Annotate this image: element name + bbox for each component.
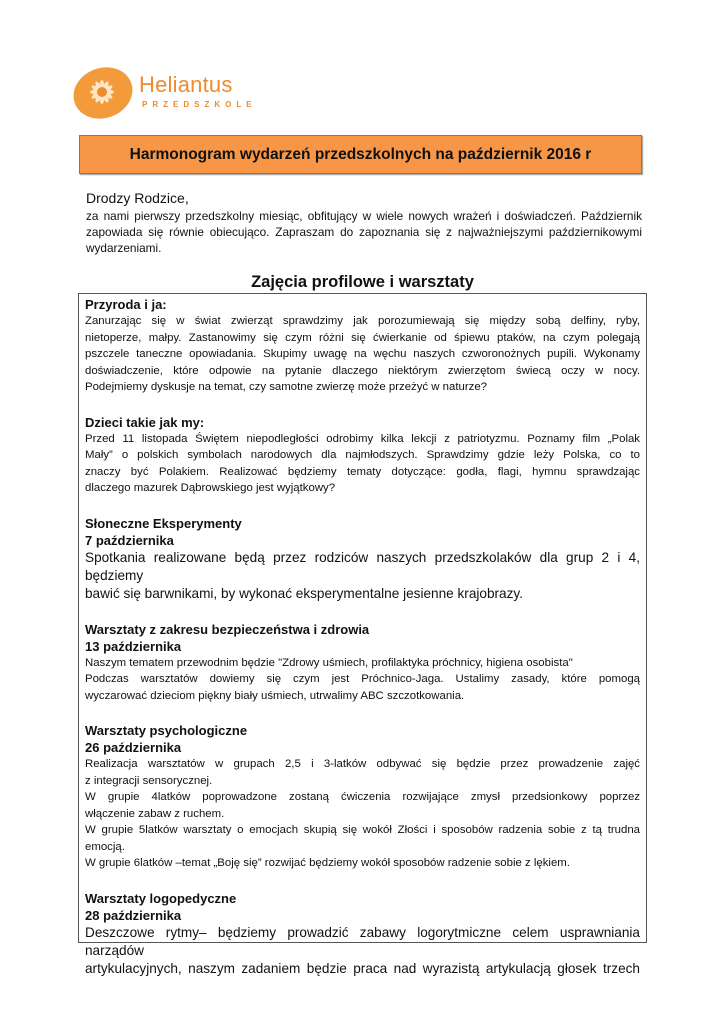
workshop-date: 26 października (85, 740, 182, 755)
workshop-text-line: Przed 11 listopada Świętem niepodległości odrobimy kilka lekcji z patriotyzmu. Poznamy film „Polak (85, 432, 640, 445)
workshop-text-line: pszczele taneczne opowiadania. Skupimy uwagę na węchu naszych czworonożnych pupili. Wykonamy (85, 348, 640, 360)
workshop-text-line: Realizacja warsztatów w grupach 2,5 i 3-latków odbywać się będzie przez prowadzenie zajęć (85, 758, 640, 770)
greeting: Drodzy Rodzice, (86, 190, 189, 206)
intro-paragraph (86, 208, 642, 256)
workshop-text-line: Mały” o polskich symbolach narodowych dla najmłodszych. Sprawdzimy gdzie leży Polska, co to (85, 449, 640, 461)
workshop-text-line: doświadczenie, które odpowie na pytanie dlaczego niektórym zwierzętom świecą oczy w nocy. (85, 364, 640, 377)
intro-line: za nami pierwszy przedszkolny miesiąc, obfitujący w wiele nowych wrażeń i doświadczeń. Październik (86, 209, 642, 223)
workshop-section (85, 722, 640, 872)
workshop-date: 7 października (85, 532, 174, 548)
workshop-section (85, 890, 640, 978)
spacer (85, 603, 640, 621)
workshop-title: Warsztaty logopedyczne (85, 890, 237, 906)
workshop-text-line: Spotkania realizowane będą przez rodziców naszych przedszkolaków dla grup 2 i 4, będziemy (85, 549, 640, 583)
workshop-text-line: Naszym tematem przewodnim będzie "Zdrowy uśmiech, profilaktyka próchnicy, higiena osobista" (85, 656, 573, 669)
title-banner (79, 135, 642, 174)
section-heading: Zajęcia profilowe i warsztaty (251, 273, 474, 291)
workshop-text-line: Podczas warsztatów dowiemy się czym jest Próchnico-Jaga. Ustalimy zasady, które pomogą (85, 673, 640, 685)
heliantus-logo (72, 66, 257, 122)
workshop-text-line: emocją. (85, 840, 125, 853)
spacer (85, 704, 640, 722)
workshop-text-line: dlaczego mazurek Dąbrowskiego jest wyjątkowy? (85, 482, 336, 494)
workshop-text-line: wyczarować dzieciom piękny biały uśmiech, utrwalimy ABC szczotkowania. (85, 689, 465, 702)
workshop-date: 13 października (85, 638, 182, 654)
workshops-list (85, 294, 640, 978)
workshop-section (85, 621, 640, 705)
workshop-text-line: Zanurzając się w świat zwierząt sprawdzimy jak porozumiewają się między sobą delfiny, ryby, (85, 315, 640, 327)
logo-subtitle: PRZEDSZKOLE (142, 100, 257, 109)
workshop-text-line: bawić się barwnikami, by wykonać eksperymentalne jesienne krajobrazy. (85, 585, 523, 601)
intro-line: wydarzeniami. (86, 241, 162, 255)
workshops-box (78, 293, 647, 976)
workshop-section (85, 515, 640, 603)
workshop-section (85, 296, 640, 396)
workshop-text-line: W grupie 6latków –temat „Boję się” rozwijać będziemy wokół sposobów radzenie sobie z lękiem. (85, 857, 570, 869)
workshop-text-line: Podejmiemy dyskusje na temat, czy samotne zwierzę może przeżyć w naturze? (85, 381, 487, 393)
document-title: Harmonogram wydarzeń przedszkolnych na październik 2016 r (129, 145, 592, 163)
workshop-section (85, 414, 640, 497)
workshop-text-line: Deszczowe rytmy– będziemy prowadzić zabawy logorytmiczne celem usprawniania narządów (85, 924, 640, 958)
spacer (85, 497, 640, 515)
workshop-title: Słoneczne Eksperymenty (85, 515, 242, 531)
workshop-text-line: artykulacyjnych, naszym zadaniem będzie praca nad wyrazistą artykulacją głosek trzech (85, 960, 640, 976)
spacer (85, 396, 640, 414)
sunflower-logo-icon (72, 66, 134, 120)
workshop-title: Dzieci takie jak my: (85, 414, 205, 430)
workshop-date: 28 października (85, 907, 182, 923)
workshop-text-line: włączenie zabaw z ruchem. (85, 807, 225, 820)
workshop-title: Przyroda i ja: (85, 297, 167, 312)
workshop-text-line: nietoperze, małpy. Zastanowimy się czym różni się ćwierkanie od śpiewu ptaków, na czym polegają (85, 331, 640, 344)
spacer (85, 872, 640, 890)
workshop-title: Warsztaty psychologiczne (85, 723, 248, 738)
workshop-title: Warsztaty z zakresu bezpieczeństwa i zdrowia (85, 621, 370, 637)
workshop-text-line: z integracji sensorycznej. (85, 774, 213, 787)
logo-name: Heliantus (139, 72, 233, 97)
intro-line: zapowiada się równie obiecująco. Zapraszam do zapoznania się z najważniejszymi październikowymi (86, 225, 642, 239)
workshop-text-line: W grupie 4latków poprowadzone zostaną ćwiczenia rozwijające zmysł przedsionkowy poprzez (85, 791, 640, 803)
workshop-text-line: znaczy być Polakiem. Realizować będziemy tematy dotyczące: godła, flagi, hymnu sprawdzając (85, 465, 640, 478)
workshop-text-line: W grupie 5latków warsztaty o emocjach skupią się wokół Złości i sposobów radzenia sobie z tą trudna (85, 824, 640, 836)
